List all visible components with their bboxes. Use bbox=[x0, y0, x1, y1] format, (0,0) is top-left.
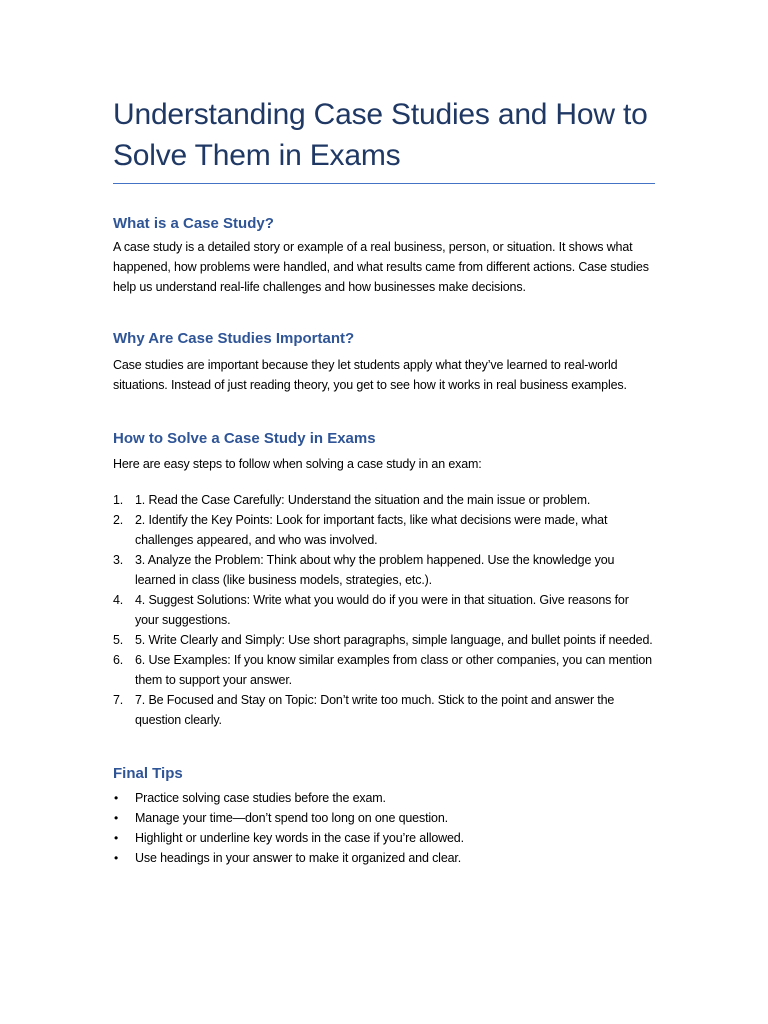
list-item-text: 5. Write Clearly and Simply: Use short paragraphs, simple language, and bullet points if needed. bbox=[135, 633, 653, 647]
section-heading-final-tips: Final Tips bbox=[113, 765, 183, 782]
list-item bbox=[113, 630, 655, 650]
list-item-text: 3. Analyze the Problem: Think about why the problem happened. Use the knowledge you learned in class (like business models, strategies, etc.). bbox=[135, 553, 615, 587]
section-body-why-important: Case studies are important because they let students apply what they’ve learned to real-world situations. Instead of just reading theory, you get to see how it works in real business examples. bbox=[113, 358, 627, 392]
list-item bbox=[113, 510, 655, 550]
list-item bbox=[113, 590, 655, 630]
list-number: 4. bbox=[113, 593, 124, 607]
document-title: Understanding Case Studies and How to Solve Them in Exams bbox=[113, 98, 648, 172]
bullet-icon: • bbox=[114, 791, 119, 805]
section-heading-what-is-case-study: What is a Case Study? bbox=[113, 215, 274, 232]
document-page bbox=[113, 94, 655, 868]
list-number: 7. bbox=[113, 693, 124, 707]
section-heading-why-important: Why Are Case Studies Important? bbox=[113, 330, 355, 347]
list-number: 6. bbox=[113, 653, 124, 667]
list-item bbox=[113, 848, 655, 868]
list-item bbox=[113, 690, 655, 730]
list-item-text: 4. Suggest Solutions: Write what you would do if you were in that situation. Give reasons for your suggestions. bbox=[135, 593, 629, 627]
bullet-icon: • bbox=[114, 831, 119, 845]
list-item-text: Highlight or underline key words in the case if you’re allowed. bbox=[135, 831, 464, 845]
list-number: 2. bbox=[113, 513, 124, 527]
list-item-text: 6. Use Examples: If you know similar examples from class or other companies, you can mention them to support your answer. bbox=[135, 653, 652, 687]
list-item-text: 2. Identify the Key Points: Look for important facts, like what decisions were made, what challenges appeared, and who was involved. bbox=[135, 513, 608, 547]
list-item bbox=[113, 808, 655, 828]
bullet-icon: • bbox=[114, 811, 119, 825]
list-number: 3. bbox=[113, 553, 124, 567]
list-item-text: Manage your time—don’t spend too long on one question. bbox=[135, 811, 448, 825]
list-item-text: 7. Be Focused and Stay on Topic: Don’t write too much. Stick to the point and answer the question clearly. bbox=[135, 693, 615, 727]
steps-list bbox=[113, 490, 655, 730]
tips-list bbox=[113, 788, 655, 868]
list-item bbox=[113, 490, 655, 510]
list-number: 1. bbox=[113, 493, 124, 507]
list-item-text: 1. Read the Case Carefully: Understand the situation and the main issue or problem. bbox=[135, 493, 591, 507]
list-item-text: Use headings in your answer to make it organized and clear. bbox=[135, 851, 462, 865]
title-divider bbox=[113, 183, 655, 184]
list-item-text: Practice solving case studies before the exam. bbox=[135, 791, 386, 805]
list-item bbox=[113, 550, 655, 590]
list-item bbox=[113, 788, 655, 808]
section-heading-how-to-solve: How to Solve a Case Study in Exams bbox=[113, 430, 376, 447]
bullet-icon: • bbox=[114, 851, 119, 865]
list-item bbox=[113, 650, 655, 690]
section-body-what-is-case-study: A case study is a detailed story or example of a real business, person, or situation. It shows what happened, how problems were handled, and what results came from different actions. Case studies help us understand real-life challenges and how businesses make decisions. bbox=[113, 240, 649, 294]
list-number: 5. bbox=[113, 633, 124, 647]
section-intro-how-to-solve: Here are easy steps to follow when solving a case study in an exam: bbox=[113, 457, 482, 471]
list-item bbox=[113, 828, 655, 848]
